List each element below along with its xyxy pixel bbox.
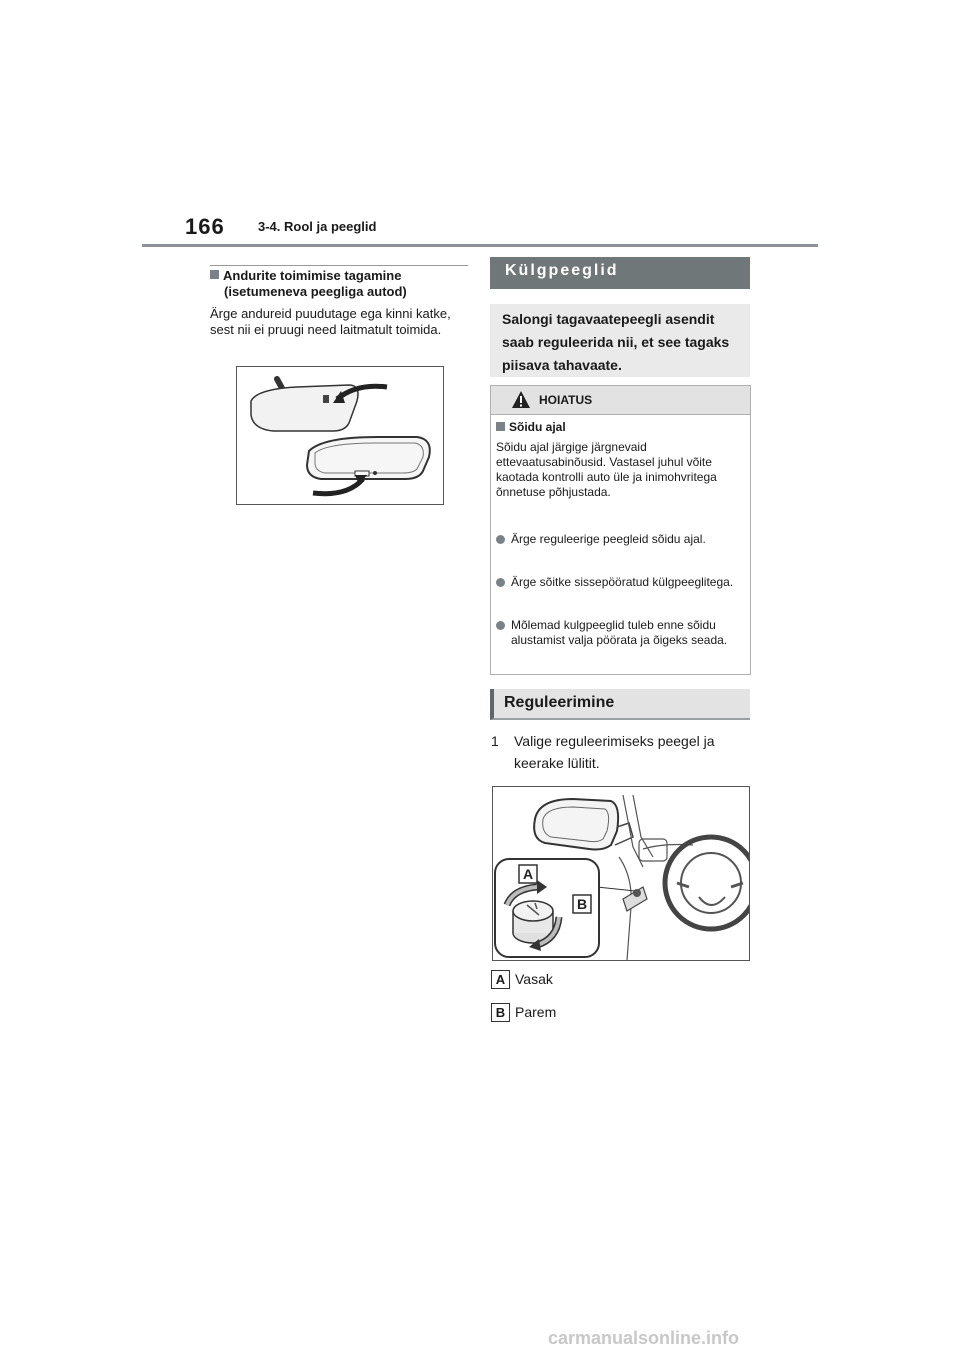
legend-item — [491, 1003, 691, 1023]
section2-title: Reguleerimine — [504, 694, 615, 711]
section-title: Külgpeeglid — [505, 262, 619, 279]
warning-title: HOIATUS — [539, 393, 593, 407]
warning-bullet — [496, 575, 741, 590]
step-text: Valige reguleerimiseks peegel ja keerake lülitit. — [514, 733, 715, 771]
legend-label: Parem — [515, 1004, 557, 1020]
left-heading-line1: Andurite toimimise tagamine — [223, 268, 402, 283]
warning-text: Sõidu ajal järgige järgnevaid ettevaatusabinõusid. Vastasel juhul võite kaotada kontrolli auto üle ja inimohvritega õnnetuse põhjustada. — [496, 440, 717, 499]
section-header-side-mirrors — [490, 257, 750, 289]
legend-key: A — [491, 970, 510, 989]
watermark: carmanualsonline.info — [548, 1328, 740, 1348]
figure-label-a: A — [522, 866, 534, 882]
square-bullet-icon — [210, 270, 219, 279]
legend-item — [491, 970, 691, 990]
step-number: 1 — [491, 733, 499, 749]
warning-subheading-text: Sõidu ajal — [509, 420, 566, 434]
warning-header — [491, 386, 750, 415]
chapter-title: 3-4. Rool ja peeglid — [258, 219, 377, 234]
summary-text: Salongi tagavaatepeegli asendit saab reguleerida nii, et see tagaks piisava tahavaate. — [502, 311, 730, 373]
left-heading — [210, 268, 468, 300]
rearview-mirror-illustration — [236, 366, 444, 505]
square-bullet-icon — [496, 422, 505, 431]
warning-bullet — [496, 618, 741, 648]
warning-subheading — [496, 420, 566, 434]
warning-bullet-text: Mõlemad kulgpeeglid tuleb enne sõidu alustamist valja pöörata ja õigeks seada. — [511, 618, 728, 647]
warning-bullet-text: Ärge sõitke sissepööratud külgpeeglitega. — [511, 575, 734, 589]
figure-label-b: B — [576, 896, 588, 912]
section-header-adjustment — [490, 689, 750, 720]
warning-triangle-icon — [511, 390, 531, 409]
bullet-dot-icon — [496, 535, 505, 544]
warning-bullet — [496, 532, 741, 547]
legend-label: Vasak — [515, 971, 553, 987]
warning-box — [490, 385, 751, 675]
bullet-dot-icon — [496, 578, 505, 587]
left-heading-divider — [210, 265, 468, 266]
page-number: 166 — [185, 214, 225, 239]
left-body-text: Ärge andureid puudutage ega kinni katke, sest nii ei pruugi need laitmatult toimida. — [210, 306, 451, 337]
header-divider — [142, 244, 818, 247]
legend-key: B — [491, 1003, 510, 1022]
mirror-switch-illustration — [492, 786, 750, 961]
bullet-dot-icon — [496, 621, 505, 630]
left-heading-line2: (isetumeneva peegliga autod) — [224, 284, 407, 299]
summary-box — [490, 304, 750, 377]
warning-bullet-text: Ärge reguleerige peegleid sõidu ajal. — [511, 532, 706, 546]
step-1 — [491, 730, 751, 774]
